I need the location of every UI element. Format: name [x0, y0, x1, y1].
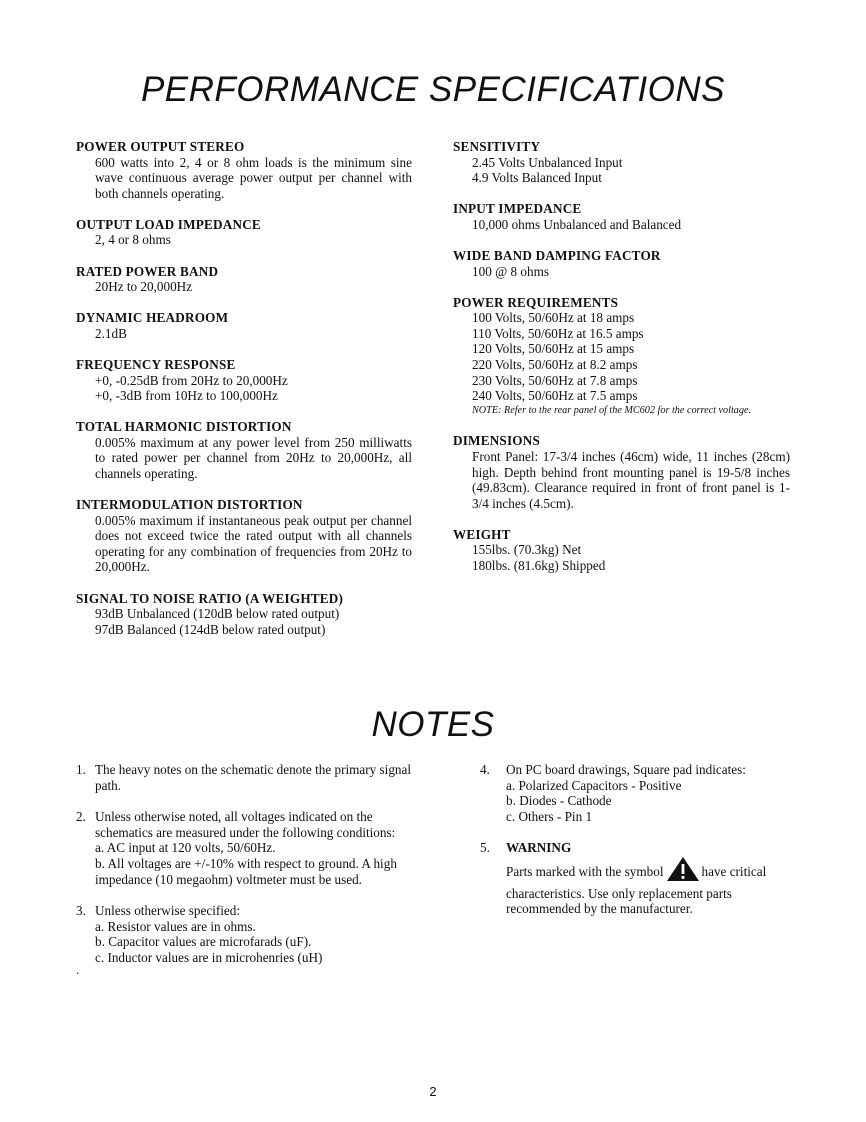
spec-heading: DIMENSIONS — [453, 433, 541, 449]
warning-triangle-icon — [666, 856, 700, 886]
spec-heading: POWER OUTPUT STEREO — [76, 139, 245, 154]
spec-line: 2.1dB — [95, 325, 127, 341]
specs-left-column — [76, 139, 412, 653]
spec-heading: TOTAL HARMONIC DISTORTION — [76, 419, 292, 435]
spec-line: +0, -3dB from 10Hz to 100,000Hz — [95, 388, 278, 404]
spec-rated-power-band — [76, 264, 412, 295]
spec-text: Front Panel: 17-3/4 inches (46cm) wide, 11 inches (28cm) high. Depth behind front mounting panel is 19-5/8 inches (49.83cm). Clearance required in front of front panel is 1-3/4 inches (4.5cm). — [472, 448, 790, 511]
page-title: PERFORMANCE SPECIFICATIONS — [140, 70, 726, 109]
spec-frequency-response — [76, 357, 412, 404]
note-4 — [480, 762, 792, 824]
specs-right-column — [453, 139, 790, 589]
spec-heading: POWER REQUIREMENTS — [453, 294, 619, 310]
spec-dimensions — [453, 433, 790, 511]
spec-line: 93dB Unbalanced (120dB below rated output) — [95, 606, 340, 622]
spec-heading: FREQUENCY RESPONSE — [76, 356, 236, 372]
spec-text: 0.005% maximum if instantaneous peak output per channel does not exceed twice the rated output with all channels operating for any combination of frequencies from 20Hz to 20,000Hz. — [95, 512, 412, 575]
spec-heading: INTERMODULATION DISTORTION — [76, 497, 303, 513]
spec-line: 230 Volts, 50/60Hz at 7.8 amps — [472, 372, 638, 388]
spec-line: 110 Volts, 50/60Hz at 16.5 amps — [472, 325, 644, 341]
spec-line: 155lbs. (70.3kg) Net — [472, 542, 582, 558]
spec-signal-to-noise — [76, 591, 412, 638]
spec-line: 240 Volts, 50/60Hz at 7.5 amps — [472, 388, 638, 404]
spec-power-output — [76, 139, 412, 201]
note-number: 1. — [76, 762, 86, 777]
spec-line: 20Hz to 20,000Hz — [95, 279, 193, 295]
note-text: Unless otherwise specified: — [95, 903, 241, 919]
spec-heading: SIGNAL TO NOISE RATIO (A WEIGHTED) — [76, 590, 344, 606]
notes-title: NOTES — [371, 705, 495, 744]
note-subitem: b. Capacitor values are microfarads (uF). — [95, 934, 312, 950]
spec-heading: RATED POWER BAND — [76, 263, 219, 279]
spec-heading: OUTPUT LOAD IMPEDANCE — [76, 216, 261, 232]
spec-damping-factor — [453, 248, 790, 279]
note-subitem: c. Others - Pin 1 — [506, 808, 593, 824]
warning-heading: WARNING — [506, 840, 572, 856]
page-number: 2 — [429, 1084, 437, 1099]
note-1 — [76, 762, 416, 793]
note-3 — [76, 903, 416, 965]
spec-line: 4.9 Volts Balanced Input — [472, 170, 602, 186]
spec-line: +0, -0.25dB from 20Hz to 20,000Hz — [95, 372, 288, 388]
note-text: On PC board drawings, Square pad indicates: — [506, 762, 746, 777]
note-number: 3. — [76, 903, 86, 919]
note-subitem: a. AC input at 120 volts, 50/60Hz. — [95, 840, 276, 856]
spec-power-requirements — [453, 295, 790, 418]
spec-output-load-impedance — [76, 217, 412, 248]
spec-line: 2, 4 or 8 ohms — [95, 232, 171, 248]
spec-intermodulation-distortion — [76, 497, 412, 575]
spec-line: 100 Volts, 50/60Hz at 18 amps — [472, 310, 635, 326]
spec-heading: WIDE BAND DAMPING FACTOR — [453, 247, 661, 263]
note-text: Unless otherwise noted, all voltages indicated on the schematics are measured under the following conditions: — [95, 809, 396, 840]
spec-heading: WEIGHT — [453, 526, 511, 542]
note-2 — [76, 809, 416, 887]
note-subitem: a. Resistor values are in ohms. — [95, 918, 256, 934]
spec-line: 97dB Balanced (124dB below rated output) — [95, 621, 326, 637]
note-subitem: b. All voltages are +/-10% with respect to ground. A high impedance (10 megaohm) voltmeter must be used. — [95, 855, 397, 887]
note-number: 2. — [76, 809, 86, 825]
warning-text-before: Parts marked with the symbol — [506, 863, 664, 879]
notes-left-column — [76, 762, 416, 982]
spec-dynamic-headroom — [76, 310, 412, 341]
note-number: 5. — [480, 840, 490, 856]
note-number: 4. — [480, 762, 490, 777]
spec-line: 220 Volts, 50/60Hz at 8.2 amps — [472, 357, 638, 373]
spec-heading: INPUT IMPEDANCE — [453, 201, 582, 217]
spec-line: 100 @ 8 ohms — [472, 263, 549, 279]
spec-input-impedance — [453, 201, 790, 232]
spec-total-harmonic-distortion — [76, 419, 412, 481]
warning-text — [506, 856, 792, 917]
spec-voltage-note: NOTE: Refer to the rear panel of the MC602 for the correct voltage. — [472, 404, 752, 416]
spec-sensitivity — [453, 139, 790, 186]
note-subitem: c. Inductor values are in microhenries (uH) — [95, 949, 323, 965]
spec-text: 0.005% maximum at any power level from 250 milliwatts to rated power per channel from 20Hz to 20,000Hz, all channels operating. — [95, 434, 412, 481]
note-text: The heavy notes on the schematic denote the primary signal path. — [95, 762, 412, 793]
note-subitem: a. Polarized Capacitors - Positive — [506, 777, 682, 793]
spec-weight — [453, 527, 790, 574]
spec-line: 180lbs. (81.6kg) Shipped — [472, 557, 606, 573]
spec-line: 2.45 Volts Unbalanced Input — [472, 154, 623, 170]
spec-text: 600 watts into 2, 4 or 8 ohm loads is the minimum sine wave continuous average power output per channel with both channels operating. — [95, 154, 412, 201]
stray-mark: . — [76, 962, 80, 977]
spec-line: 10,000 ohms Unbalanced and Balanced — [472, 216, 682, 232]
note-subitem: b. Diodes - Cathode — [506, 793, 612, 809]
spec-heading: DYNAMIC HEADROOM — [76, 310, 229, 326]
notes-right-column — [480, 762, 792, 933]
warning-text-after: have critical characteristics. Use only replacement parts recommended by the manufacturer. — [506, 863, 767, 917]
note-5 — [480, 840, 792, 916]
spec-heading: SENSITIVITY — [453, 139, 541, 154]
spec-line: 120 Volts, 50/60Hz at 15 amps — [472, 341, 635, 357]
